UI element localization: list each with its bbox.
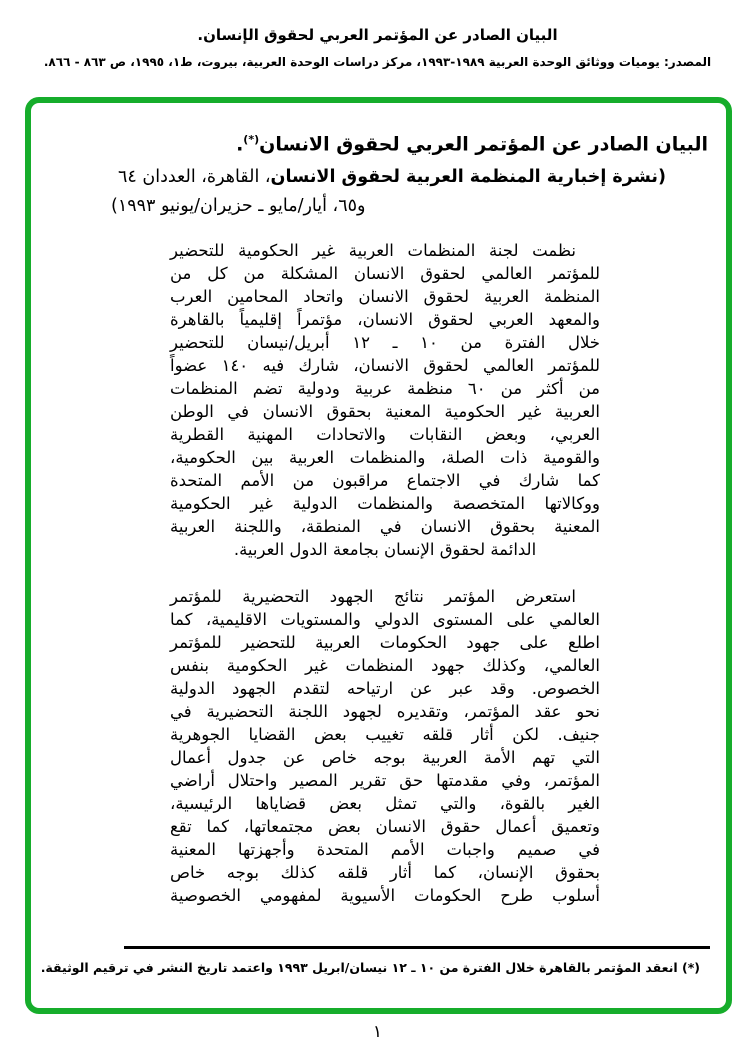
body-line: استعرض المؤتمر نتائج الجهود التحضيرية للمؤتمر <box>170 586 576 606</box>
green-border-box <box>25 97 732 1014</box>
body-line: ووكالاتها المتخصصة والمنظمات الدولية غير الحكومية <box>170 493 600 513</box>
header-title: البيان الصادر عن المؤتمر العربي لحقوق الإنسان. <box>197 26 558 44</box>
body-line: وتعميق أعمال حقوق الانسان بعض مجتمعاتها، كما تقع <box>170 816 600 836</box>
body-line: نظمت لجنة المنظمات العربية غير الحكومية للتحضير <box>170 240 576 260</box>
document-title <box>31 133 708 157</box>
body-line: بحقوق الإنسان، كما أثار قلقه كذلك بوجه خاص <box>170 862 600 882</box>
body-line: كما شارك في الاجتماع مراقبون من الأمم المتحدة <box>170 470 600 490</box>
document-subtitle-line1 <box>31 166 666 189</box>
body-line: من أكثر من ٦٠ منظمة عربية ودولية تضم المنظمات <box>170 378 600 398</box>
document-title-text: البيان الصادر عن المؤتمر العربي لحقوق الانسان <box>259 133 708 156</box>
body-line: الغير بالقوة، والتي تمثل بعض قضاياها الرئيسية، <box>170 793 600 813</box>
document-body <box>170 239 600 907</box>
body-line: للمؤتمر العالمي لحقوق الانسان المشكلة من كل من <box>170 263 600 283</box>
document-title-period: . <box>236 133 244 156</box>
body-line: التي تهم الأمة العربية بوجه خاص عن جدول أعمال <box>170 747 600 767</box>
body-line: أسلوب طرح الحكومات الأسيوية لمفهومي الخصوصية <box>170 885 600 905</box>
body-line: العالمي، وكذلك جهود المنظمات غير الحكومية بنفس <box>170 655 600 675</box>
body-line: المنظمة العربية لحقوق الانسان واتحاد المحامين العرب <box>170 286 600 306</box>
body-line: الخصوص. وقد عبر عن ارتياحه لتقدم الجهود الدولية <box>170 678 600 698</box>
body-line: للمؤتمر العالمي لحقوق الانسان، شارك فيه ١٤٠ عضواً <box>170 355 600 375</box>
subtitle-bold-part: (نشرة إخبارية المنظمة العربية لحقوق الانسان <box>270 167 666 188</box>
body-line: والقومية ذات الصلة، والمنظمات العربية بين الحكومية، <box>170 447 600 467</box>
paragraph <box>170 585 600 907</box>
body-line: نحو عقد المؤتمر، وتقديره لجهود اللجنة التحضيرية في <box>170 701 600 721</box>
body-line: الدائمة لحقوق الإنسان بجامعة الدول العربية. <box>233 539 537 559</box>
body-line: المؤتمر، وفي مقدمتها حق تقرير المصير واحتلال أراضي <box>170 770 600 790</box>
body-line: والمعهد العربي لحقوق الانسان، مؤتمراً إقليمياً بالقاهرة <box>170 309 600 329</box>
body-line: العربي، وبعض النقابات والاتحادات المهنية القطرية <box>170 424 600 444</box>
body-line: العالمي على المستوى الدولي والمستويات الاقليمية، كما <box>170 609 600 629</box>
body-line: المعنية بحقوق الانسان في المنطقة، واللجنة العربية <box>170 516 600 536</box>
body-line: خلال الفترة من ١٠ ـ ١٢ أبريل/نيسان للتحضير <box>170 332 600 352</box>
body-line: جنيف. لكن أثار قلقه تغييب بعض القضايا الجوهرية <box>170 724 600 744</box>
footnote-text: (*) انعقد المؤتمر بالقاهرة خلال الفترة من ١٠ ـ ١٢ نيسان/ابريل ١٩٩٣ واعتمد تاريخ النشر في ترقيم الوثيقة. <box>40 959 700 975</box>
footnote-separator-rule <box>124 946 710 949</box>
body-line: في صميم واجبات الأمم المتحدة وأجهزتها المعنية <box>170 839 600 859</box>
body-line: العربية غير الحكومية المعنية بحقوق الانسان في الوطن <box>170 401 600 421</box>
body-line: اطلع على جهود الحكومات العربية للتحضير للمؤتمر <box>170 632 600 652</box>
footnote-marker-superscript: (*) <box>243 133 260 146</box>
header-source-line: المصدر: يوميات ووثائق الوحدة العربية ١٩٨٩-١٩٩٣، مركز دراسات الوحدة العربية، بيروت، ط١، ١٩٩٥، ص ٨٦٣ - ٨٦٦. <box>43 55 712 69</box>
page-number: ١ <box>372 1022 383 1042</box>
document-subtitle-line2: و٦٥، أيار/مايو ـ حزيران/يونيو ١٩٩٣) <box>111 195 366 216</box>
paragraph <box>170 239 600 561</box>
page-header <box>0 26 755 69</box>
subtitle-regular-part: ، القاهرة، العددان ٦٤ <box>117 167 271 188</box>
